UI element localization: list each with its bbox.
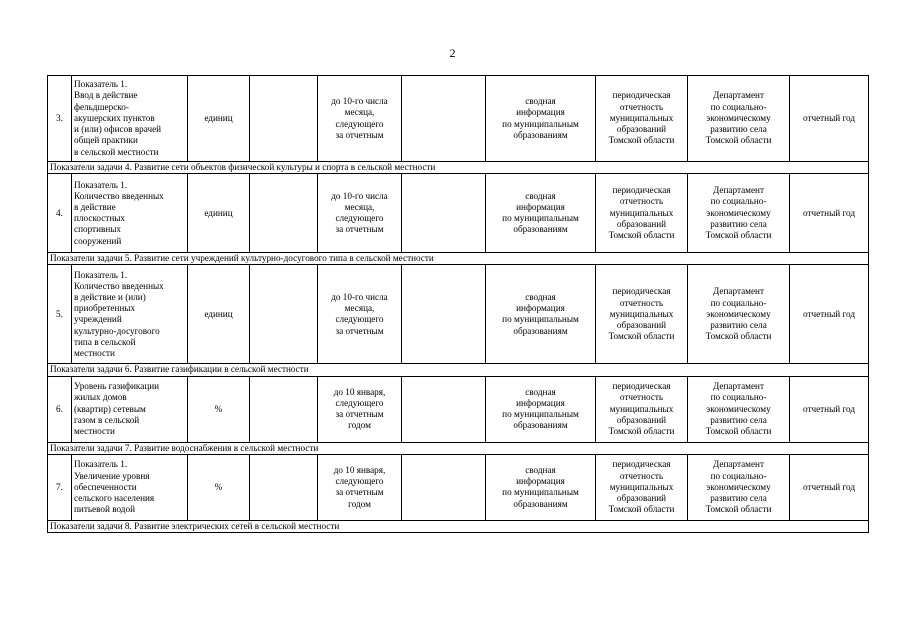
- responsible-cell: Департамент по социально- экономическому развитию села Томской области: [688, 265, 790, 364]
- section-title: Показатели задачи 7. Развитие водоснабжения в сельской местности: [48, 442, 869, 454]
- responsible-cell: Департамент по социально- экономическому развитию села Томской области: [688, 376, 790, 442]
- table-row: [48, 76, 869, 162]
- row-number: 7.: [48, 454, 72, 520]
- empty-cell: [402, 174, 486, 253]
- row-number: 6.: [48, 376, 72, 442]
- source-cell: сводная информация по муниципальным образованиям: [486, 265, 596, 364]
- frequency-cell: периодическая отчетность муниципальных образований Томской области: [596, 76, 688, 162]
- period-cell: отчетный год: [790, 76, 869, 162]
- period-cell: отчетный год: [790, 454, 869, 520]
- indicators-table: [47, 75, 869, 533]
- unit-cell: единиц: [188, 265, 250, 364]
- indicator-name: Показатель 1. Увеличение уровня обеспеченности сельского населения питьевой водой: [72, 454, 188, 520]
- deadline-cell: до 10 января, следующего за отчетным годом: [318, 454, 402, 520]
- section-title: Показатели задачи 5. Развитие сети учреждений культурно-досугового типа в сельской местности: [48, 253, 869, 265]
- period-cell: отчетный год: [790, 265, 869, 364]
- source-cell: сводная информация по муниципальным образованиям: [486, 454, 596, 520]
- indicator-name: Показатель 1. Ввод в действие фельдшерско- акушерских пунктов и (или) офисов врачей общей практики в сельской местности: [72, 76, 188, 162]
- empty-cell: [250, 265, 318, 364]
- unit-cell: единиц: [188, 174, 250, 253]
- table-row: [48, 174, 869, 253]
- empty-cell: [250, 76, 318, 162]
- table-row: [48, 376, 869, 442]
- row-number: 3.: [48, 76, 72, 162]
- deadline-cell: до 10 января, следующего за отчетным годом: [318, 376, 402, 442]
- row-number: 5.: [48, 265, 72, 364]
- empty-cell: [250, 376, 318, 442]
- section-title: Показатели задачи 6. Развитие газификации в сельской местности: [48, 364, 869, 376]
- indicator-name: Уровень газификации жилых домов (квартир) сетевым газом в сельской местности: [72, 376, 188, 442]
- empty-cell: [402, 454, 486, 520]
- frequency-cell: периодическая отчетность муниципальных образований Томской области: [596, 265, 688, 364]
- table-row: [48, 454, 869, 520]
- table-row: [48, 265, 869, 364]
- section-row: [48, 364, 869, 376]
- indicator-name: Показатель 1. Количество введенных в действие и (или) приобретенных учреждений культурно-досугового типа в сельской местности: [72, 265, 188, 364]
- period-cell: отчетный год: [790, 376, 869, 442]
- section-title: Показатели задачи 8. Развитие электрических сетей в сельской местности: [48, 520, 869, 532]
- deadline-cell: до 10-го числа месяца, следующего за отчетным: [318, 76, 402, 162]
- responsible-cell: Департамент по социально- экономическому развитию села Томской области: [688, 454, 790, 520]
- frequency-cell: периодическая отчетность муниципальных образований Томской области: [596, 376, 688, 442]
- section-row: [48, 162, 869, 174]
- section-title: Показатели задачи 4. Развитие сети объектов физической культуры и спорта в сельской местности: [48, 162, 869, 174]
- frequency-cell: периодическая отчетность муниципальных образований Томской области: [596, 174, 688, 253]
- unit-cell: единиц: [188, 76, 250, 162]
- empty-cell: [402, 76, 486, 162]
- empty-cell: [402, 376, 486, 442]
- deadline-cell: до 10-го числа месяца, следующего за отчетным: [318, 174, 402, 253]
- empty-cell: [250, 454, 318, 520]
- section-row: [48, 520, 869, 532]
- section-row: [48, 442, 869, 454]
- responsible-cell: Департамент по социально- экономическому развитию села Томской области: [688, 76, 790, 162]
- unit-cell: %: [188, 454, 250, 520]
- empty-cell: [402, 265, 486, 364]
- source-cell: сводная информация по муниципальным образованиям: [486, 174, 596, 253]
- section-row: [48, 253, 869, 265]
- source-cell: сводная информация по муниципальным образованиям: [486, 76, 596, 162]
- unit-cell: %: [188, 376, 250, 442]
- source-cell: сводная информация по муниципальным образованиям: [486, 376, 596, 442]
- responsible-cell: Департамент по социально- экономическому развитию села Томской области: [688, 174, 790, 253]
- deadline-cell: до 10-го числа месяца, следующего за отчетным: [318, 265, 402, 364]
- frequency-cell: периодическая отчетность муниципальных образований Томской области: [596, 454, 688, 520]
- period-cell: отчетный год: [790, 174, 869, 253]
- indicator-name: Показатель 1. Количество введенных в действие плоскостных спортивных сооружений: [72, 174, 188, 253]
- empty-cell: [250, 174, 318, 253]
- row-number: 4.: [48, 174, 72, 253]
- page-number: 2: [449, 46, 456, 60]
